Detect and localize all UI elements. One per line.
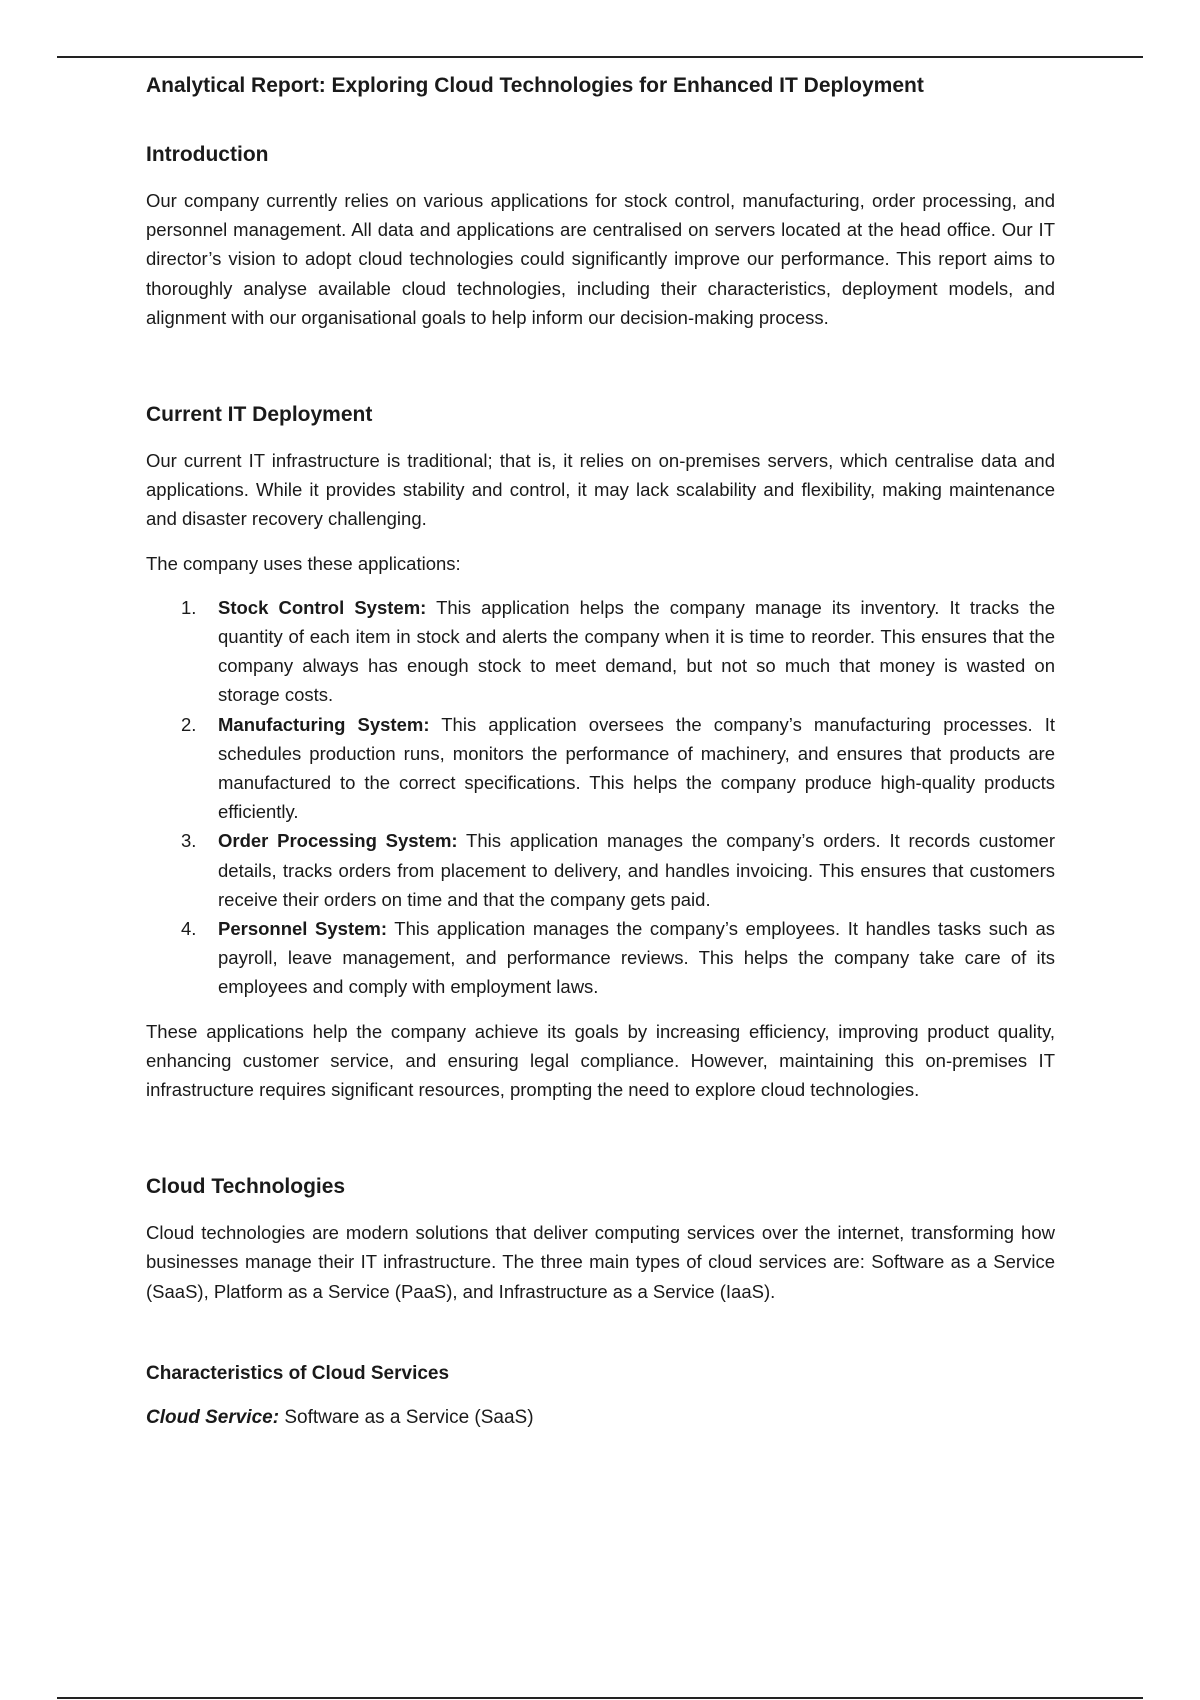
list-text: This application oversees the company’s manufacturing processes. It schedules production runs, monitors the performance of machinery, and ensures that products are manufactured to the correct specifications. This helps the company produce high-quality products efficiently. bbox=[218, 713, 1056, 823]
cloud-service-label: Cloud Service: bbox=[146, 1406, 280, 1428]
document-page bbox=[146, 72, 1055, 1432]
characteristics-heading: Characteristics of Cloud Services bbox=[146, 1362, 450, 1384]
current-it-section bbox=[146, 401, 1055, 1104]
bottom-rule bbox=[57, 1697, 1143, 1699]
cloud-technologies-paragraph: Cloud technologies are modern solutions that deliver computing services over the internet, transforming how businesses manage their IT infrastructure. The three main types of cloud services are: Software as a Service (SaaS), Platform as a Service (PaaS), and Infrastructure as a Service (IaaS). bbox=[146, 1222, 1055, 1302]
list-term: Order Processing System: bbox=[218, 830, 458, 852]
cloud-service-line bbox=[146, 1404, 1055, 1432]
document-title: Analytical Report: Exploring Cloud Technologies for Enhanced IT Deployment bbox=[146, 74, 924, 97]
cloud-service-value: Software as a Service (SaaS) bbox=[279, 1406, 534, 1428]
applications-summary-paragraph: These applications help the company achieve its goals by increasing efficiency, improving product quality, enhancing customer service, and ensuring legal compliance. However, maintaining this on-premises IT infrastructure requires significant resources, prompting the need to explore cloud technologies. bbox=[146, 1020, 1055, 1101]
introduction-section bbox=[146, 141, 1055, 332]
introduction-paragraph: Our company currently relies on various applications for stock control, manufacturing, order processing, and personnel management. All data and applications are centralised on servers located at the head office. Our IT director’s vision to adopt cloud technologies could significantly improve our performance. This report aims to thoroughly analyse available cloud technologies, including their characteristics, deployment models, and alignment with our organisational goals to help inform our decision-making process. bbox=[146, 190, 1055, 328]
list-item bbox=[146, 914, 1055, 1002]
cloud-technologies-heading: Cloud Technologies bbox=[146, 1175, 346, 1199]
list-term: Personnel System: bbox=[218, 918, 388, 940]
characteristics-section bbox=[146, 1361, 1055, 1432]
list-item bbox=[146, 710, 1055, 827]
applications-lead-in: The company uses these applications: bbox=[146, 552, 461, 574]
introduction-heading: Introduction bbox=[146, 143, 269, 166]
top-rule bbox=[57, 56, 1143, 58]
current-it-paragraph: Our current IT infrastructure is traditional; that is, it relies on on-premises servers, which centralise data and applications. While it provides stability and control, it may lack scalability and flexibility, making maintenance and disaster recovery challenging. bbox=[146, 450, 1055, 530]
current-it-heading: Current IT Deployment bbox=[146, 403, 373, 427]
applications-list bbox=[146, 593, 1055, 1002]
list-term: Manufacturing System: bbox=[218, 713, 430, 735]
cloud-technologies-section bbox=[146, 1173, 1055, 1306]
list-text: This application manages the company’s orders. It records customer details, tracks orders from placement to delivery, and handles invoicing. This ensures that customers receive their orders on time and that the company gets paid. bbox=[218, 830, 1055, 910]
list-text: This application helps the company manage its inventory. It tracks the quantity of each item in stock and alerts the company when it is time to reorder. This ensures that the company always has enough stock to meet demand, but not so much that money is wasted on storage costs. bbox=[218, 596, 1055, 706]
list-number: 2. bbox=[181, 713, 197, 735]
list-item bbox=[146, 593, 1055, 710]
list-number: 1. bbox=[181, 596, 197, 618]
list-number: 3. bbox=[181, 830, 197, 852]
list-term: Stock Control System: bbox=[218, 596, 427, 618]
list-number: 4. bbox=[181, 918, 197, 940]
list-text: This application manages the company’s employees. It handles tasks such as payroll, leave management, and performance reviews. This helps the company take care of its employees and comply with employment laws. bbox=[218, 918, 1055, 998]
list-item bbox=[146, 826, 1055, 914]
